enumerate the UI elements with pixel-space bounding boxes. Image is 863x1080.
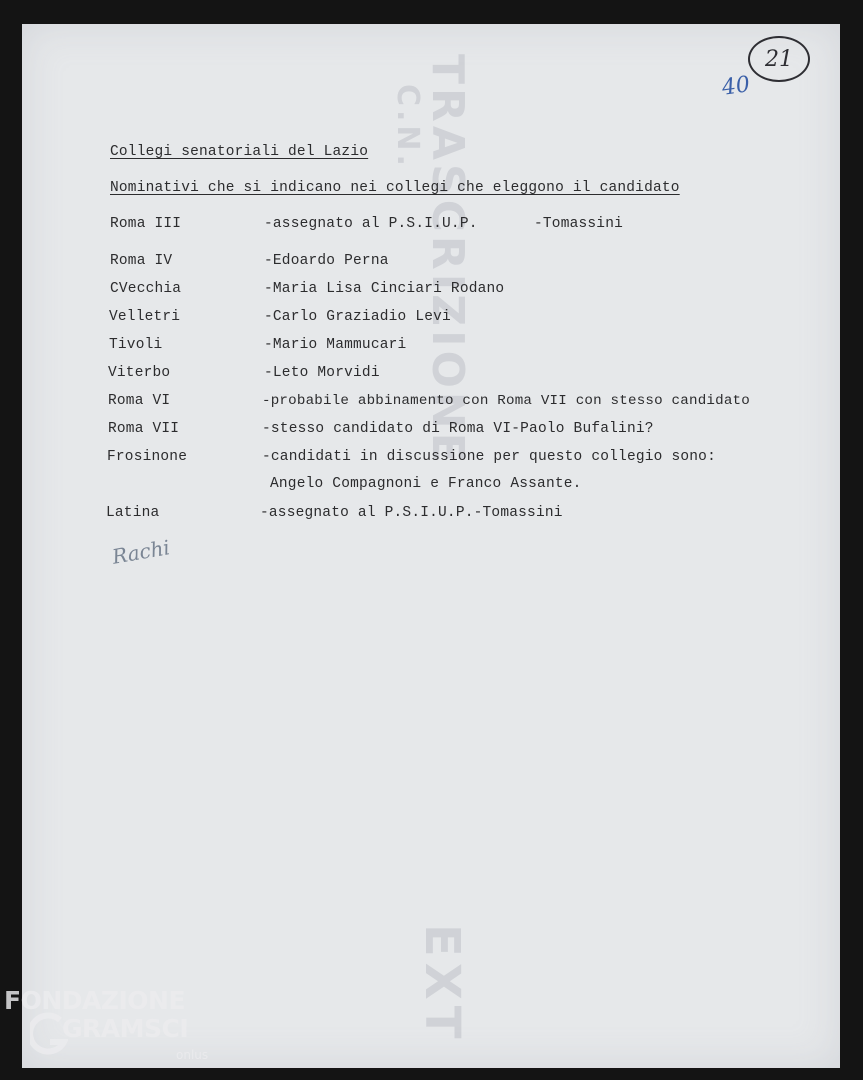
row-college: Viterbo [108,365,171,381]
row-entry: -Maria Lisa Cinciari Rodano [264,281,505,297]
row-entry: -Carlo Graziadio Levi [264,309,451,325]
gramsci-g-mark [30,1010,68,1062]
page-number-stamp [748,36,810,82]
row-entry: -probabile abbinamento con Roma VII con stesso candidato [262,393,750,409]
watermark-vertical-top-2: C.N. [390,84,425,170]
row-entry: -candidati in discussione per questo collegio sono: [262,449,716,465]
row-college: Velletri [109,309,181,325]
row-college: Tivoli [109,337,163,353]
row-entry: -assegnato al P.S.I.U.P.-Tomassini [260,505,563,521]
row-college: Frosinone [107,449,188,465]
watermark-vertical-top: TRASCRIZIONE [422,54,473,467]
logo-line2: GRAMSCI [62,1014,189,1043]
row-entry: -Leto Morvidi [264,365,380,381]
row-college: Latina [106,505,160,521]
row-entry: -stesso candidato di Roma VI-Paolo Bufalini? [262,421,654,437]
handwritten-note: Rachi [110,535,172,569]
watermark-vertical-bottom: EXT [414,924,470,1045]
page-number: 21 [765,46,793,72]
row-extra: -Tomassini [534,216,624,232]
row-college: Roma VI [108,393,171,409]
row-college: Roma VII [108,421,180,437]
row-college: Roma III [110,216,182,232]
document-page [22,24,840,1068]
row-college: Roma IV [110,253,173,269]
row-entry: -Mario Mammucari [264,337,407,353]
document-subtitle: Nominativi che si indicano nei collegi che eleggono il candidato [110,180,680,196]
logo-line1: FONDAZIONE [4,986,186,1015]
row-entry: -assegnato al P.S.I.U.P. [264,216,478,232]
pencil-number: 40 [720,72,752,101]
document-title: Collegi senatoriali del Lazio [110,144,369,160]
row-entry-continuation: Angelo Compagnoni e Franco Assante. [270,476,582,492]
logo-line3: onlus [176,1048,209,1062]
row-entry: -Edoardo Perna [264,253,389,269]
row-college: CVecchia [110,281,182,297]
